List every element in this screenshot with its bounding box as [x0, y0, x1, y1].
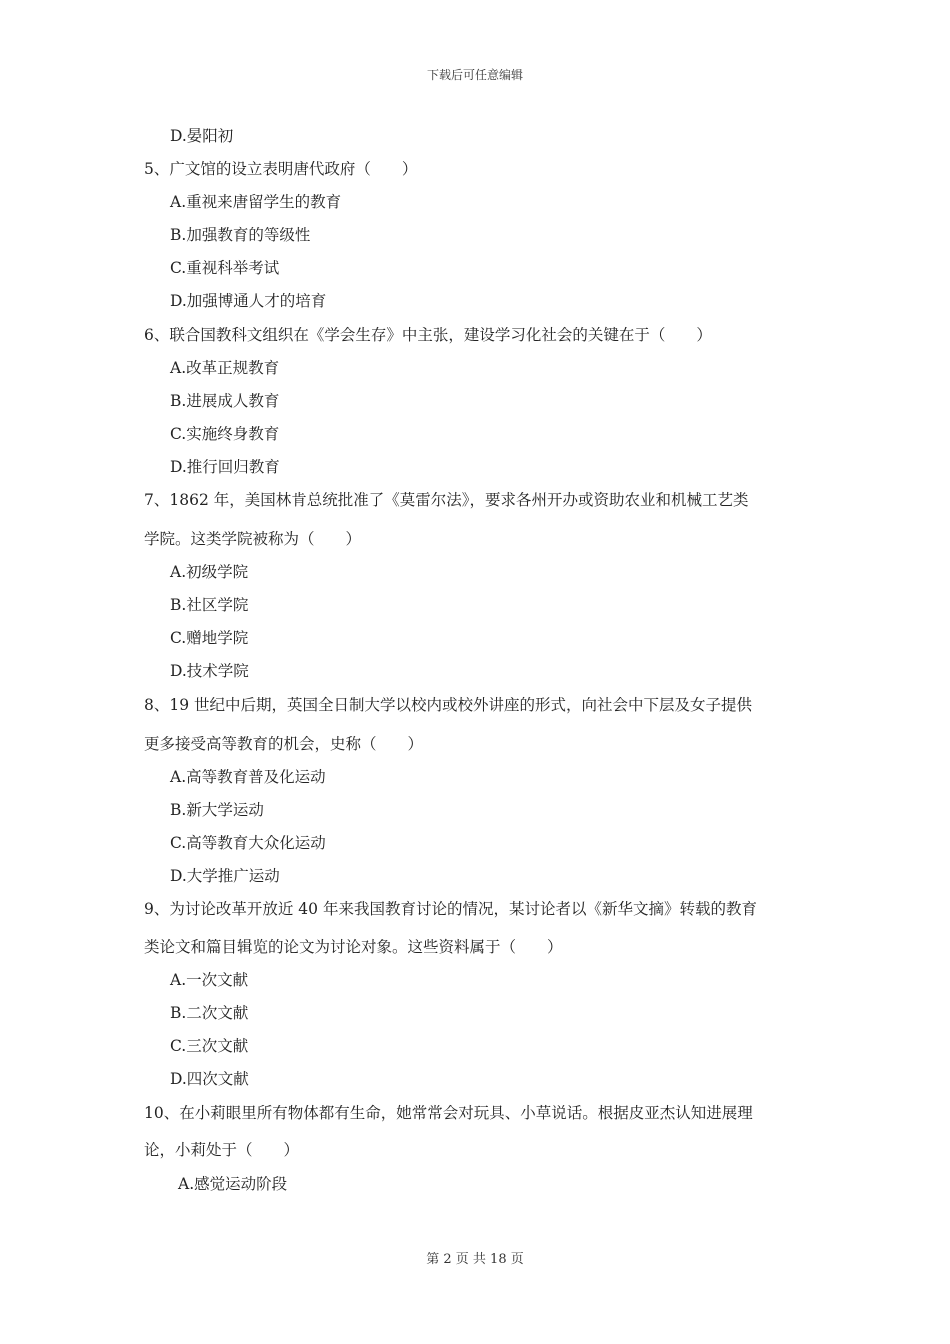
answer-option: B.进展成人教育 — [170, 392, 280, 410]
question-stem: 6、联合国教科文组织在《学会生存》中主张，建设学习化社会的关键在于（ ） — [144, 326, 712, 344]
question-stem-continued: 论，小莉处于（ ） — [144, 1141, 300, 1159]
question-stem-continued: 更多接受高等教育的机会，史称（ ） — [144, 735, 424, 753]
question-stem: 10、在小莉眼里所有物体都有生命，她常常会对玩具、小草说话。根据皮亚杰认知进展理 — [144, 1104, 753, 1122]
answer-option: B.新大学运动 — [170, 801, 264, 819]
answer-option: A.一次文献 — [170, 971, 249, 989]
answer-option: C.三次文献 — [170, 1037, 249, 1055]
answer-option: A.高等教育普及化运动 — [170, 768, 326, 786]
question-stem: 7、1862 年，美国林肯总统批准了《莫雷尔法》，要求各州开办或资助农业和机械工艺类 — [144, 491, 749, 509]
answer-option: C.赠地学院 — [170, 629, 249, 647]
question-stem: 8、19 世纪中后期，英国全日制大学以校内或校外讲座的形式，向社会中下层及女子提供 — [144, 696, 753, 714]
answer-option: C.重视科举考试 — [170, 259, 280, 277]
answer-option: D.推行回归教育 — [170, 458, 280, 476]
question-stem: 9、为讨论改革开放近 40 年来我国教育讨论的情况，某讨论者以《新华文摘》转载的教育 — [144, 900, 757, 918]
page-footer: 第 2 页 共 18 页 — [426, 1252, 524, 1267]
answer-option: D.技术学院 — [170, 662, 249, 680]
answer-option: A.改革正规教育 — [170, 359, 280, 377]
answer-option: B.二次文献 — [170, 1004, 249, 1022]
question-stem-continued: 学院。这类学院被称为（ ） — [144, 530, 362, 548]
answer-option: C.高等教育大众化运动 — [170, 834, 326, 852]
question-stem-continued: 类论文和篇目辑览的论文为讨论对象。这些资料属于（ ） — [144, 938, 563, 956]
answer-option: D.大学推广运动 — [170, 867, 280, 885]
page-header: 下载后可任意编辑 — [426, 68, 523, 82]
answer-option: A.初级学院 — [170, 563, 249, 581]
answer-option: B.加强教育的等级性 — [170, 226, 311, 244]
answer-option: D.四次文献 — [170, 1070, 249, 1088]
answer-option: B.社区学院 — [170, 596, 249, 614]
answer-option: A.感觉运动阶段 — [178, 1175, 288, 1193]
answer-option: D.加强博通人才的培育 — [170, 292, 327, 310]
answer-option: A.重视来唐留学生的教育 — [170, 193, 342, 211]
answer-option: C.实施终身教育 — [170, 425, 280, 443]
answer-option: D.晏阳初 — [170, 127, 234, 145]
question-stem: 5、广文馆的设立表明唐代政府（ ） — [144, 160, 418, 178]
